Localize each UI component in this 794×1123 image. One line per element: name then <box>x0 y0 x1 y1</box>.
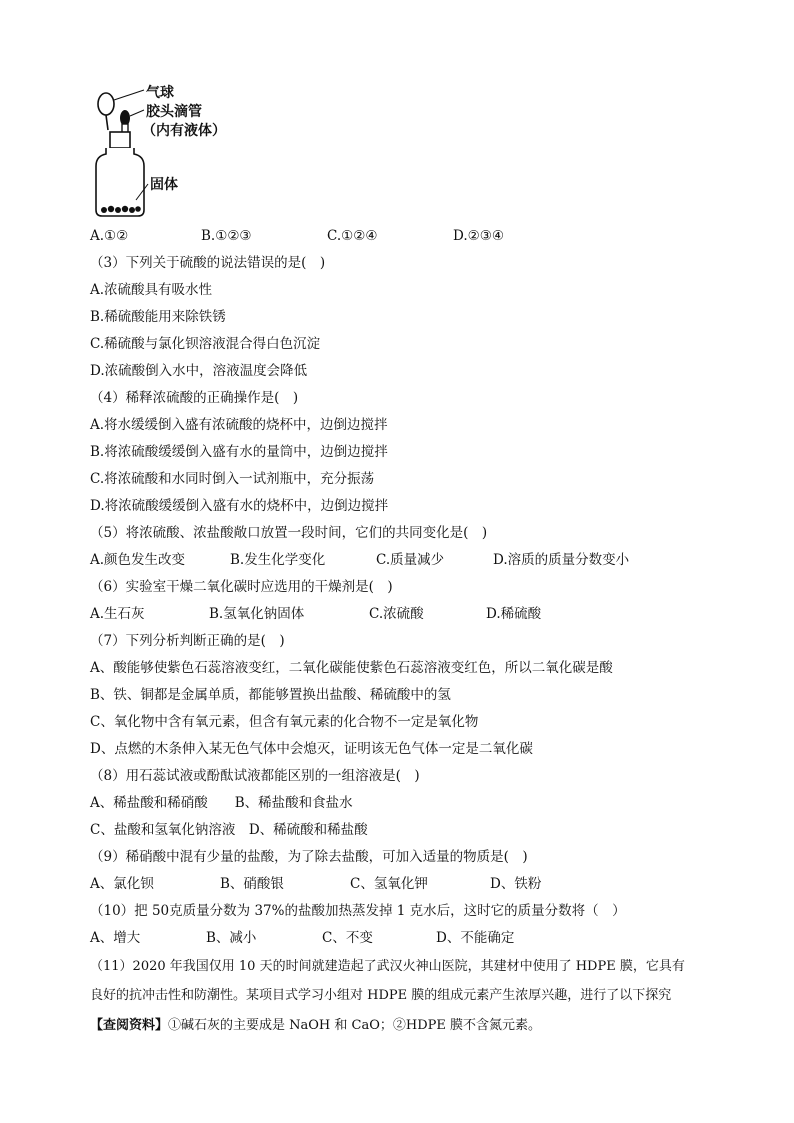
q4-option-c: C.将浓硫酸和水同时倒入一试剂瓶中，充分振荡 <box>90 471 375 487</box>
q9-option-c: C、氢氧化钾 <box>350 876 428 892</box>
q7-option-b: B、铁、铜都是金属单质，都能够置换出盐酸、稀硫酸中的氢 <box>90 687 451 703</box>
label-solid: 固体 <box>150 177 178 193</box>
q6-stem: （6）实验室干燥二氧化碳时应选用的干燥剂是( ) <box>90 579 393 595</box>
q3-option-a: A.浓硫酸具有吸水性 <box>90 282 213 298</box>
q5-option-d: D.溶质的质量分数变小 <box>493 552 630 568</box>
q11-line2: 良好的抗冲击性和防潮性。某项目式学习小组对 HDPE 膜的组成元素产生浓厚兴趣，进行了以下探究 <box>90 988 672 1003</box>
q5-option-b: B.发生化学变化 <box>230 552 326 568</box>
q6-option-b: B.氢氧化钠固体 <box>209 606 305 622</box>
q3-stem: （3）下列关于硫酸的说法错误的是( ) <box>90 255 326 271</box>
q5-stem: （5）将浓硫酸、浓盐酸敞口放置一段时间，它们的共同变化是( ) <box>90 525 488 541</box>
q9-stem: （9）稀硝酸中混有少量的盐酸，为了除去盐酸，可加入适量的物质是( ) <box>90 849 528 865</box>
q8-options-line1: A、稀盐酸和稀硝酸 B、稀盐酸和食盐水 <box>90 795 353 811</box>
q8-stem: （8）用石蕊试液或酚酞试液都能区别的一组溶液是( ) <box>90 768 420 784</box>
label-balloon: 气球 <box>146 85 174 101</box>
q4-stem: （4）稀释浓硫酸的正确操作是( ) <box>90 390 299 406</box>
apparatus-figure <box>92 82 252 220</box>
q2-option-c: C.①②④ <box>327 228 378 244</box>
q4-option-b: B.将浓硫酸缓缓倒入盛有水的量筒中，边倒边搅拌 <box>90 444 388 460</box>
q7-option-d: D、点燃的木条伸入某无色气体中会熄灭，证明该无色气体一定是二氧化碳 <box>90 741 533 757</box>
q5-option-a: A.颜色发生改变 <box>90 552 186 568</box>
label-dropper: 胶头滴管 <box>146 104 202 120</box>
label-liquid: （内有液体） <box>142 123 226 139</box>
q2-option-d: D.②③④ <box>453 228 504 244</box>
q11-line1: （11）2020 年我国仅用 10 天的时间就建造起了武汉火神山医院，其建材中使用了 HDPE 膜，它具有 <box>90 959 685 974</box>
q9-option-a: A、氯化钡 <box>90 876 154 892</box>
q4-option-a: A.将水缓缓倒入盛有浓硫酸的烧杯中，边倒边搅拌 <box>90 417 388 433</box>
q10-option-d: D、不能确定 <box>436 930 515 946</box>
q9-option-d: D、铁粉 <box>490 876 542 892</box>
q10-option-c: C、不变 <box>322 930 373 946</box>
q2-option-b: B.①②③ <box>201 228 252 244</box>
q5-option-c: C.质量减少 <box>376 552 445 568</box>
q3-option-b: B.稀硫酸能用来除铁锈 <box>90 309 226 325</box>
q10-option-b: B、减小 <box>206 930 257 946</box>
q7-option-a: A、酸能够使紫色石蕊溶液变红，二氧化碳能使紫色石蕊溶液变红色，所以二氧化碳是酸 <box>90 660 613 676</box>
q3-option-d: D.浓硫酸倒入水中，溶液温度会降低 <box>90 363 308 379</box>
q6-option-a: A.生石灰 <box>90 606 145 622</box>
q6-option-d: D.稀硫酸 <box>486 606 542 622</box>
q9-option-b: B、硝酸银 <box>220 876 284 892</box>
q2-option-a: A.①② <box>90 228 129 244</box>
q8-options-line2: C、盐酸和氢氧化钠溶液 D、稀硫酸和稀盐酸 <box>90 822 368 838</box>
info-label: 【查阅资料】 <box>90 1018 169 1033</box>
q7-option-c: C、氧化物中含有氧元素，但含有氧元素的化合物不一定是氧化物 <box>90 714 479 730</box>
q3-option-c: C.稀硫酸与氯化钡溶液混合得白色沉淀 <box>90 336 321 352</box>
q10-stem: （10）把 50克质量分数为 37%的盐酸加热蒸发掉 1 克水后，这时它的质量分数将（ ） <box>90 903 626 919</box>
q7-stem: （7）下列分析判断正确的是( ) <box>90 633 285 649</box>
balloon-shape <box>98 93 114 115</box>
q6-option-c: C.浓硫酸 <box>369 606 424 622</box>
q4-option-d: D.将浓硫酸缓缓倒入盛有水的烧杯中，边倒边搅拌 <box>90 498 389 514</box>
q10-option-a: A、增大 <box>90 930 141 946</box>
q11-info <box>90 1017 541 1035</box>
info-text: ①碱石灰的主要成是 NaOH 和 CaO；②HDPE 膜不含氮元素。 <box>168 1018 542 1033</box>
